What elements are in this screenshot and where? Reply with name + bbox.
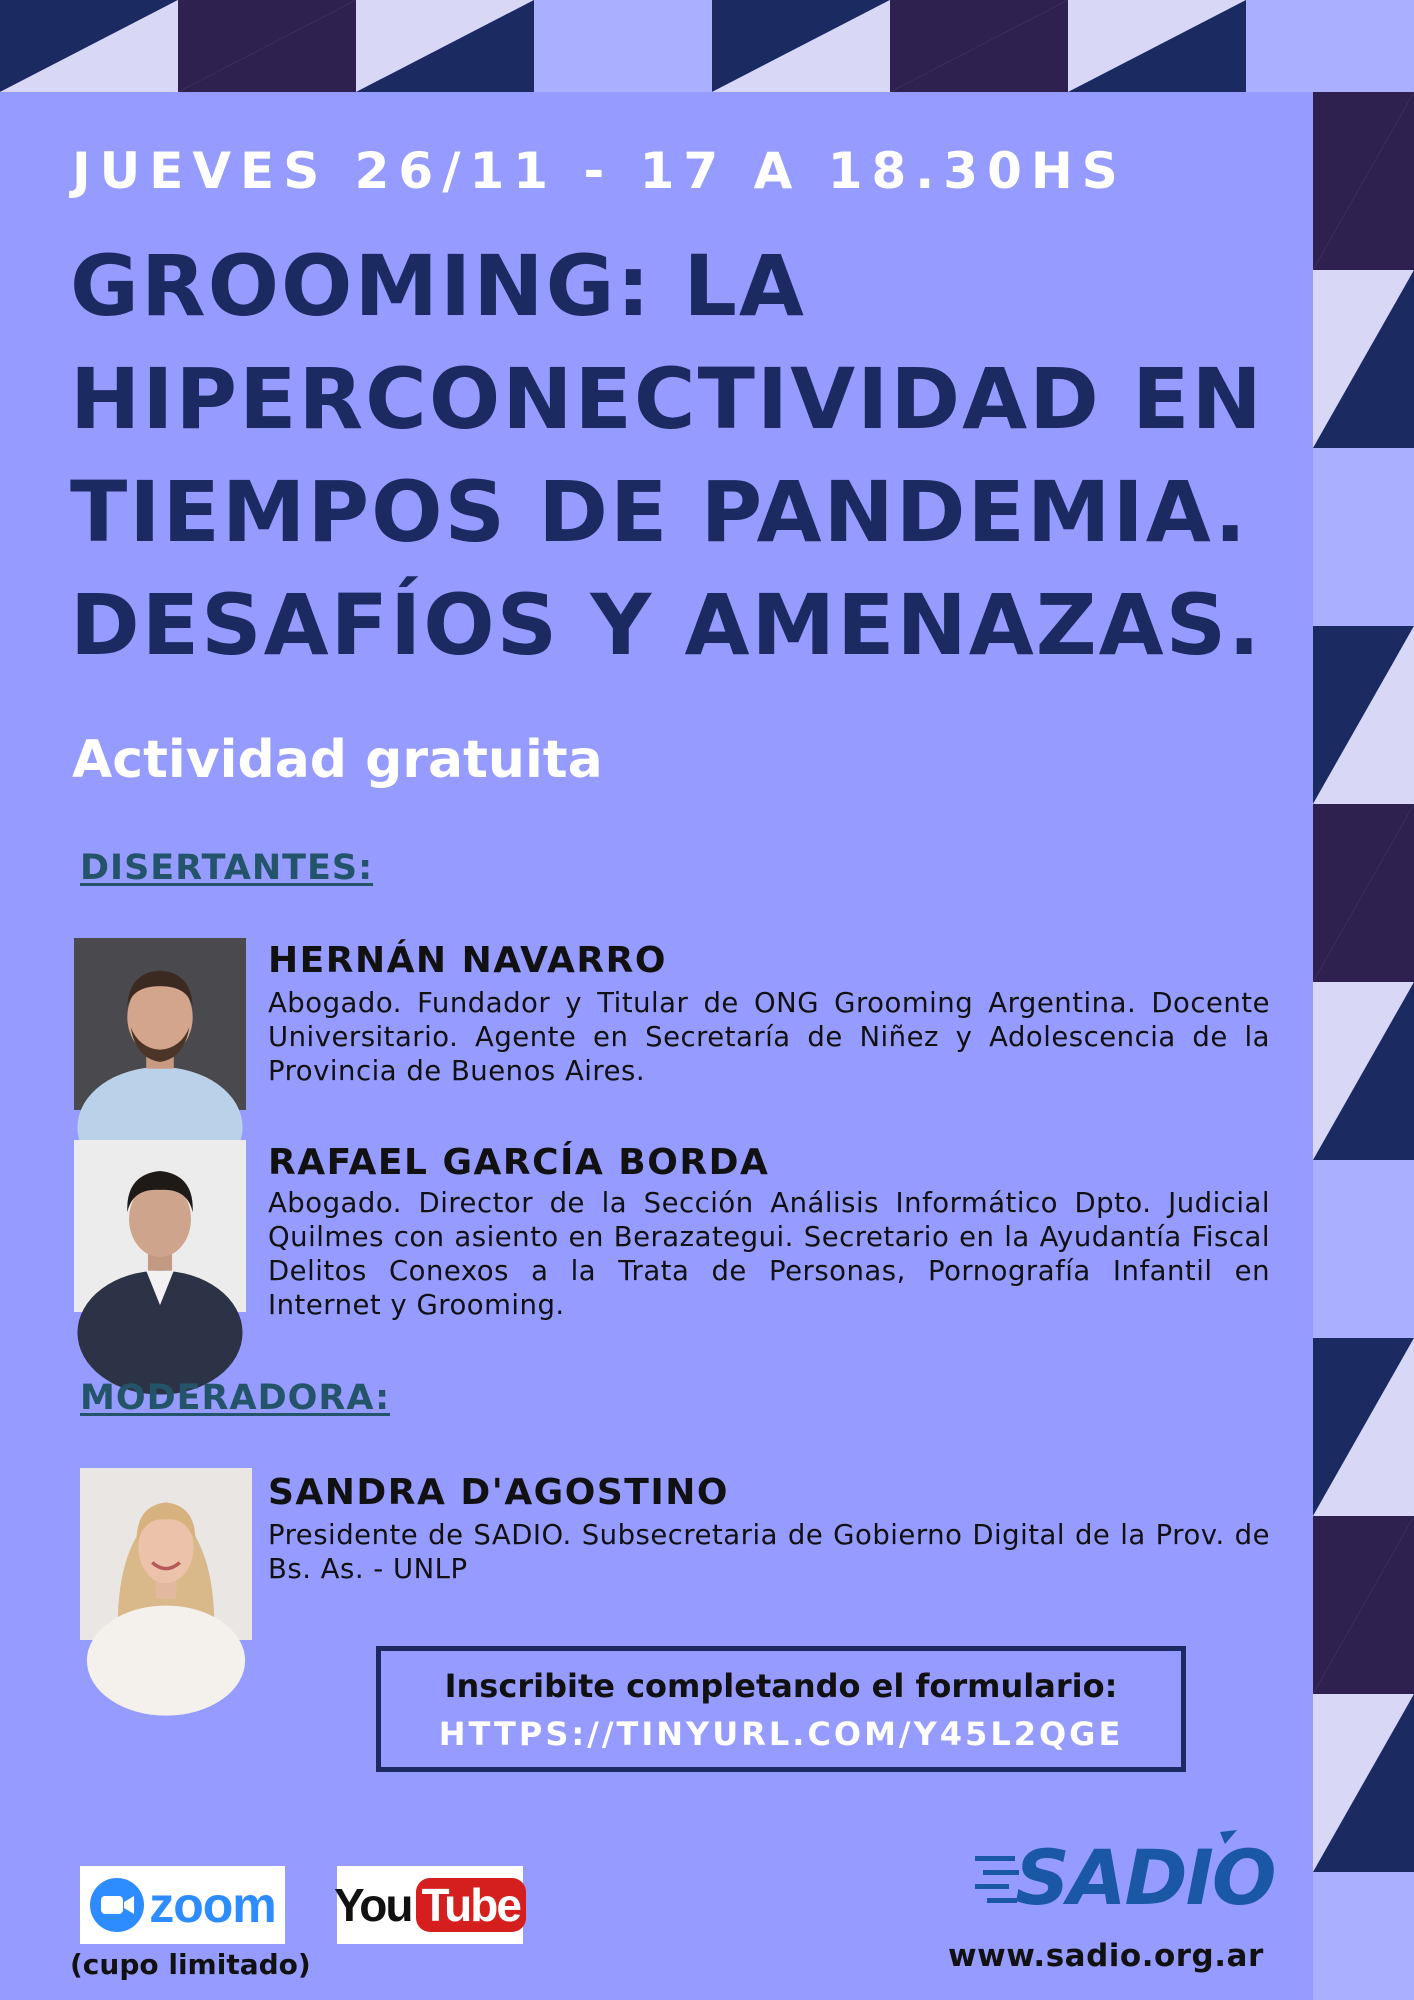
speaker-photo-garcia-borda <box>74 1140 246 1312</box>
website-link[interactable]: www.sadio.org.ar <box>948 1938 1264 1974</box>
person-avatar-icon <box>74 938 246 1110</box>
title-line-1: GROOMING: LA <box>70 237 806 335</box>
title-line-4: DESAFÍOS Y AMENAZAS. <box>70 576 1263 674</box>
registration-link[interactable]: HTTPS://TINYURL.COM/Y45L2QGE <box>438 1715 1124 1753</box>
sadio-logo <box>975 1822 1275 1922</box>
moderator-heading: MODERADORA: <box>80 1378 391 1418</box>
title-line-3: TIEMPOS DE PANDEMIA. <box>70 463 1249 561</box>
title-line-2: HIPERCONECTIVIDAD EN <box>70 350 1264 448</box>
zoom-logo <box>80 1866 285 1944</box>
youtube-you-text: You <box>334 1879 412 1931</box>
person-avatar-icon <box>80 1468 252 1640</box>
event-title <box>70 230 1290 682</box>
youtube-logo <box>334 1866 523 1944</box>
moderator-photo <box>80 1468 252 1640</box>
zoom-camera-icon <box>89 1877 145 1933</box>
speaker-bio-2: Abogado. Director de la Sección Análisis Informático Dpto. Judicial Quilmes con asiento en Berazategui. Secretario en la Ayudantía Fiscal Delitos Conexos a la Trata de Personas, Pornografía Infantil en Internet y Grooming. <box>268 1187 1270 1321</box>
zoom-capacity-note: (cupo limitado) <box>70 1948 311 1981</box>
speaker-name-1: HERNÁN NAVARRO <box>268 940 667 981</box>
speaker-name-2: RAFAEL GARCÍA BORDA <box>268 1142 770 1183</box>
event-subtitle: Actividad gratuita <box>72 730 603 790</box>
event-date: JUEVES 26/11 - 17 A 18.30HS <box>72 142 1127 200</box>
registration-text: Inscribite completando el formulario: <box>444 1667 1118 1705</box>
youtube-tube-text: Tube <box>416 1878 526 1932</box>
registration-box <box>376 1646 1186 1772</box>
speakers-heading: DISERTANTES: <box>80 848 374 888</box>
person-avatar-icon <box>74 1140 246 1312</box>
moderator-name: SANDRA D'AGOSTINO <box>268 1472 729 1513</box>
moderator-bio: Presidente de SADIO. Subsecretaria de Gobierno Digital de la Prov. de Bs. As. - UNLP <box>268 1519 1270 1585</box>
speaker-photo-navarro <box>74 938 246 1110</box>
speaker-bio-1: Abogado. Fundador y Titular de ONG Grooming Argentina. Docente Universitario. Agente en Secretaría de Niñez y Adolescencia de la Provincia de Buenos Aires. <box>268 987 1270 1087</box>
sadio-logo-text: SADIO <box>1015 1833 1275 1922</box>
zoom-wordmark: zoom <box>149 1877 276 1933</box>
